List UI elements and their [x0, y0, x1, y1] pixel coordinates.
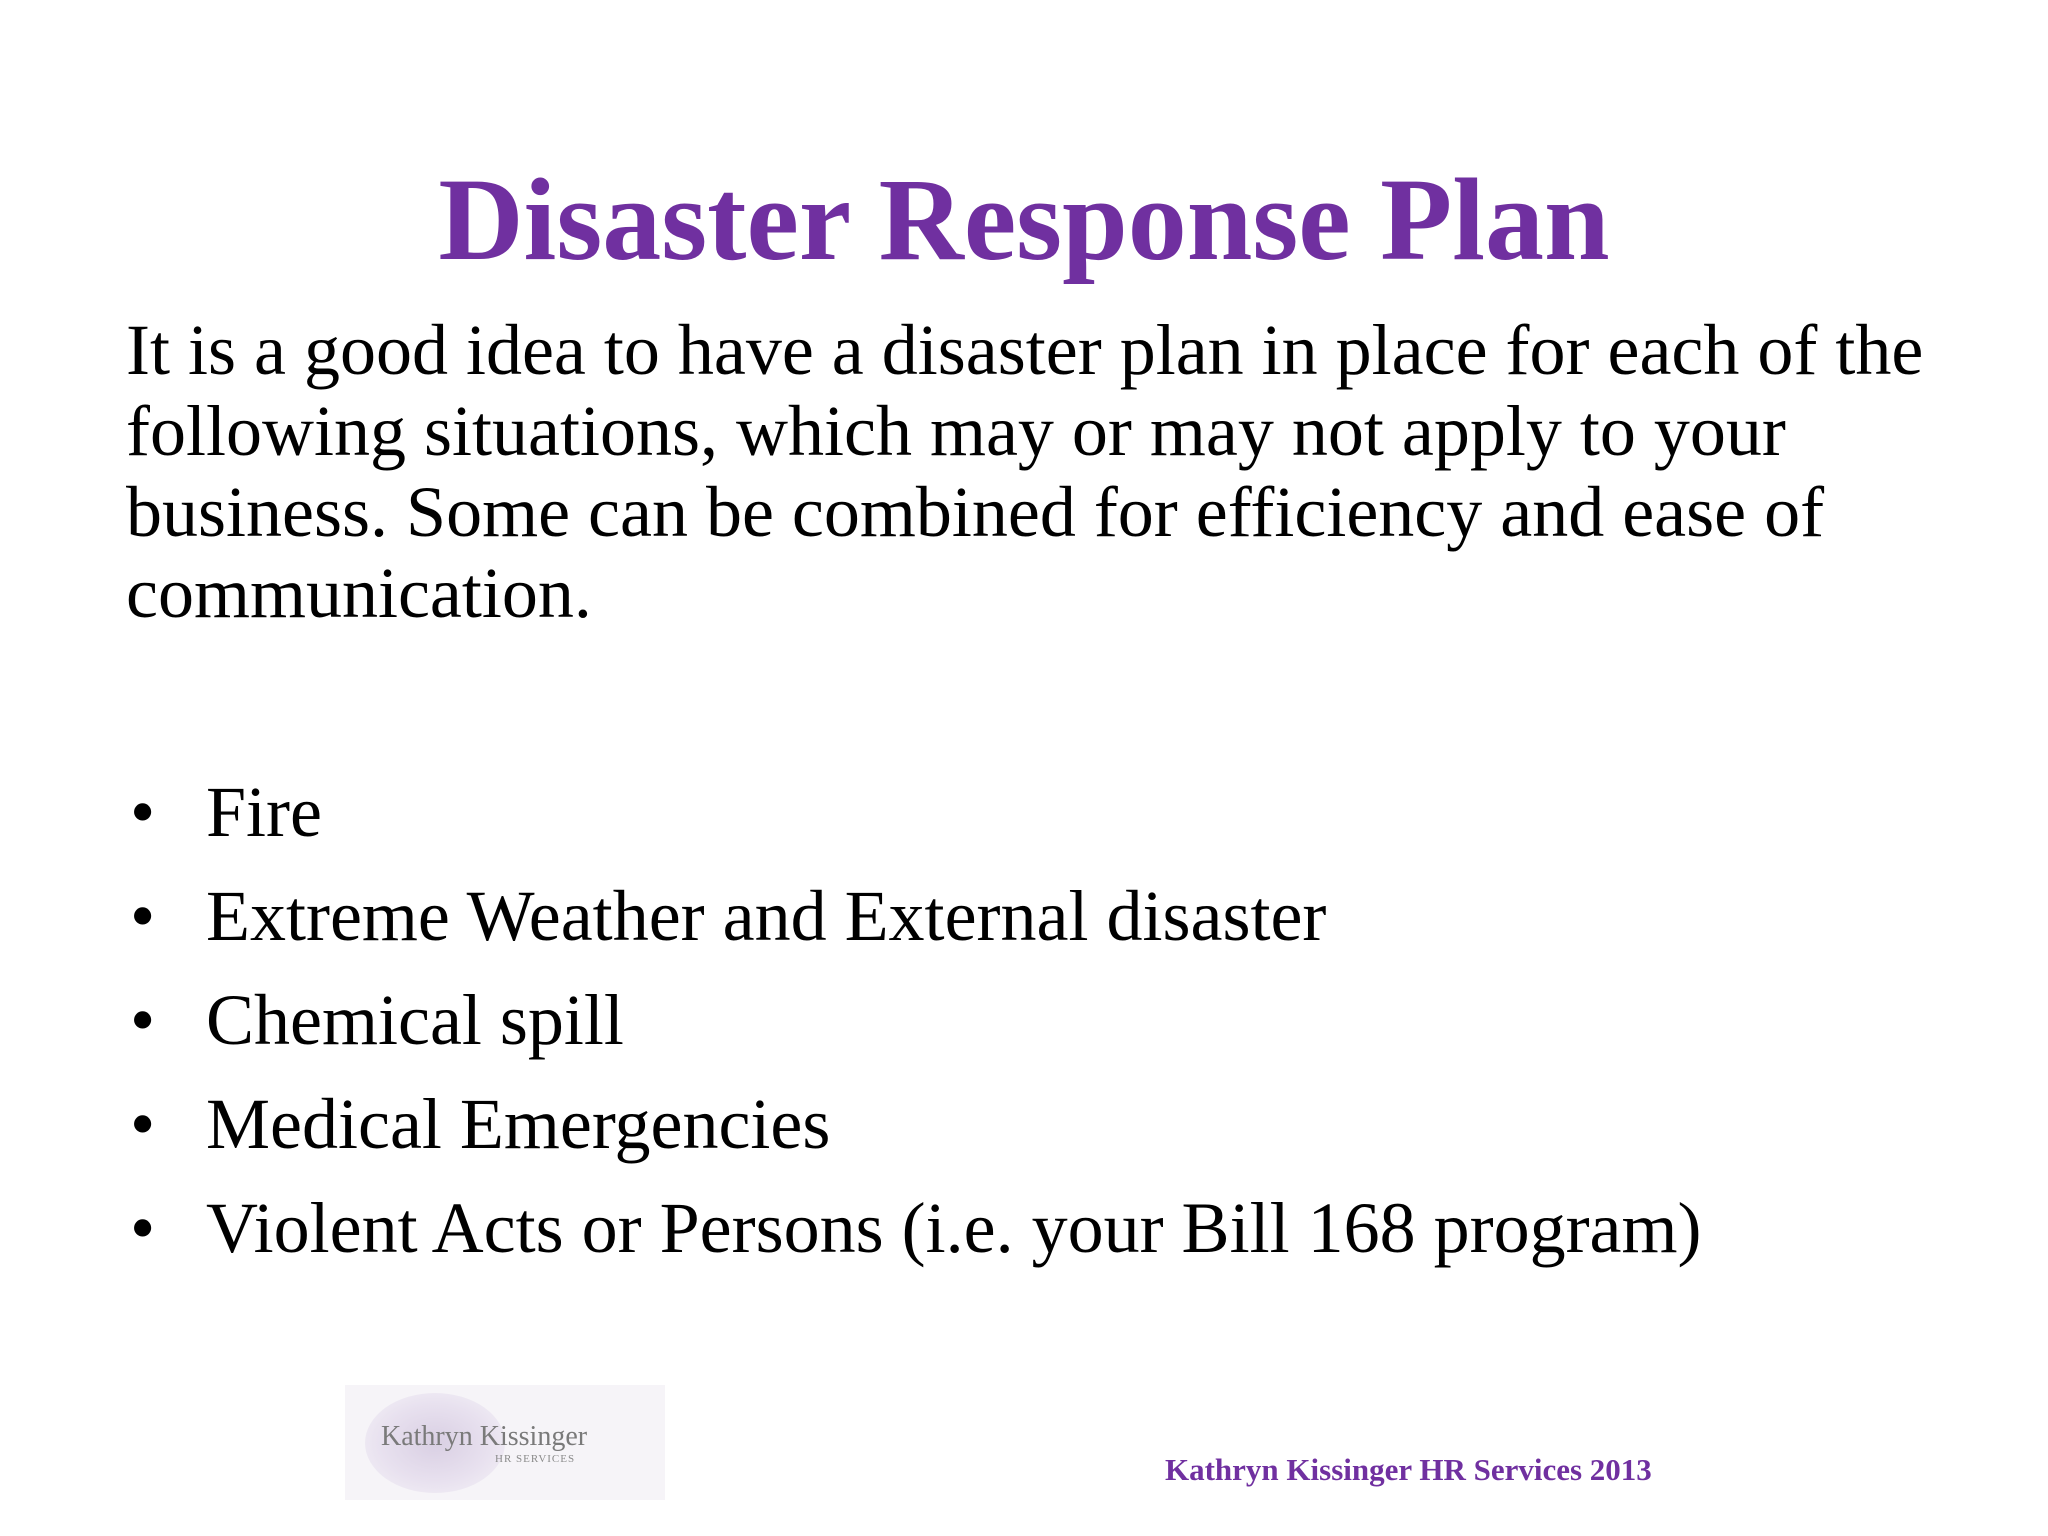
bullet-dot-icon: • — [130, 980, 156, 1060]
logo-subtitle: HR SERVICES — [495, 1453, 576, 1465]
footer-credit: Kathryn Kissinger HR Services 2013 — [1165, 1452, 1652, 1487]
slide-title: Disaster Response Plan — [438, 154, 1610, 285]
bullet-item-medical-emergencies — [126, 1072, 2006, 1176]
bullet-dot-icon: • — [130, 876, 156, 956]
bullet-dot-icon: • — [130, 1084, 156, 1164]
bullet-dot-icon: • — [130, 772, 156, 852]
bullet-item-fire — [126, 760, 2006, 864]
company-logo — [345, 1385, 665, 1500]
bullet-text: Chemical spill — [206, 980, 624, 1060]
bullet-item-chemical-spill — [126, 968, 2006, 1072]
bullet-dot-icon: • — [130, 1188, 156, 1268]
bullet-text: Medical Emergencies — [206, 1084, 831, 1164]
bullet-text: Extreme Weather and External disaster — [206, 876, 1327, 956]
bullet-item-extreme-weather — [126, 864, 2006, 968]
bullet-text: Violent Acts or Persons (i.e. your Bill 168 program) — [206, 1188, 1702, 1268]
logo-name: Kathryn Kissinger — [381, 1421, 588, 1452]
bullet-list — [126, 760, 2006, 1280]
bullet-item-violent-acts — [126, 1176, 2006, 1280]
intro-paragraph: It is a good idea to have a disaster plan in place for each of the following situations, which may or may not apply to your business. Some can be combined for efficiency and ease of communication. — [126, 310, 1924, 633]
bullet-text: Fire — [206, 772, 322, 852]
